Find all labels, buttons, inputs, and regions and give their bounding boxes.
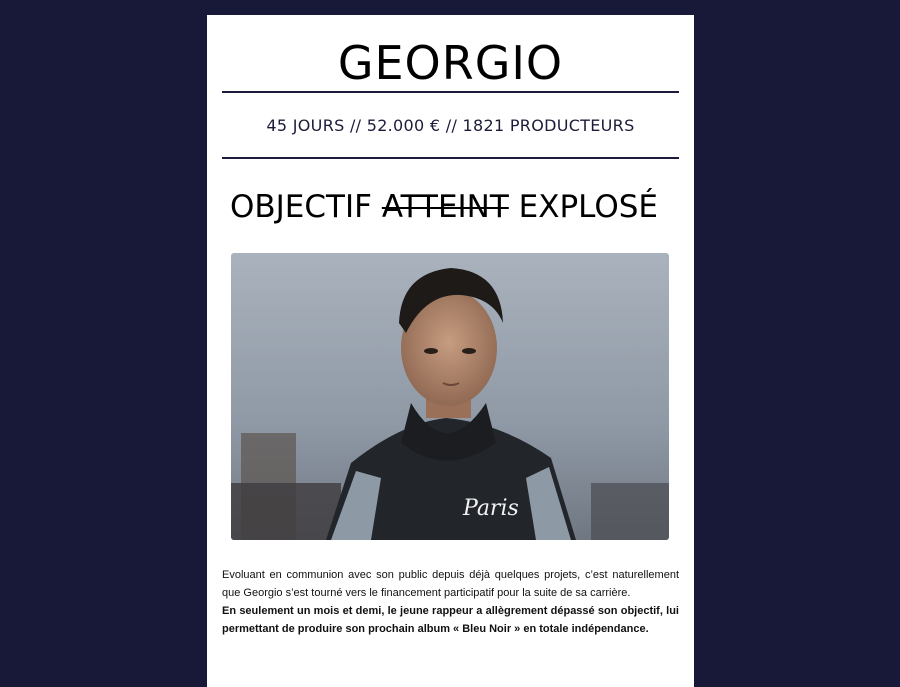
objective-heading [230, 185, 658, 229]
artist-photo-illustration [231, 253, 669, 540]
campaign-stats: 45 JOURS // 52.000 € // 1821 PRODUCTEURS [266, 116, 635, 135]
page-title: GEORGIO [337, 36, 564, 90]
newsletter-page [207, 15, 694, 687]
objective-replacement-word: EXPLOSÉ [518, 189, 659, 225]
shirt-print-text: Paris [463, 496, 519, 521]
divider-top [222, 91, 679, 93]
article-paragraph: Evoluant en communion avec son public depuis déjà quelques projets, c’est naturellement que Georgio s’est tourné vers le financement participatif pour la suite de sa carrière. [222, 569, 679, 599]
article-paragraph-bold: En seulement un mois et demi, le jeune rappeur a allègrement dépassé son objectif, lui permettant de produire son prochain album « Bleu Noir » en totale indépendance. [222, 605, 679, 635]
objective-word: OBJECTIF [230, 189, 372, 225]
article-body [222, 566, 679, 638]
objective-struck-word: ATTEINT [381, 189, 509, 225]
artist-photo [231, 253, 669, 540]
divider-bottom [222, 157, 679, 159]
